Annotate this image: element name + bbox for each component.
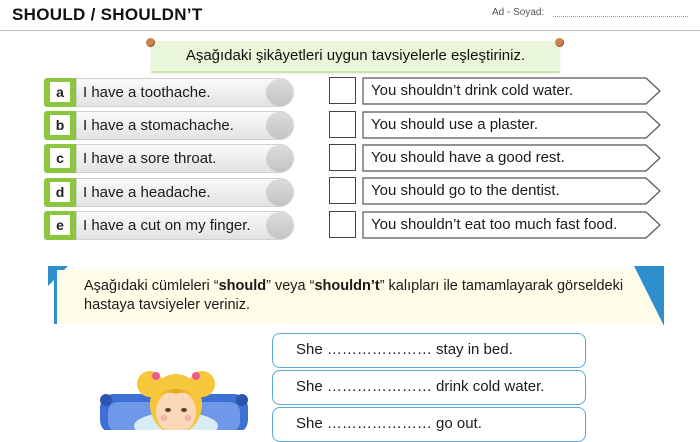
complaint-letter: b (50, 115, 70, 135)
keyword-shouldnt: shouldn’t (314, 278, 380, 294)
sick-girl-illustration (96, 360, 256, 430)
hair-tie (152, 372, 160, 380)
eye (181, 408, 187, 412)
complaint-letter: c (50, 148, 70, 168)
completion-instruction-text (84, 277, 636, 315)
cheek (161, 415, 168, 422)
complaint-text: I have a cut on my finger. (76, 211, 294, 240)
complaint-knob (266, 112, 293, 139)
matching-instruction-text: Aşağıdaki şikâyetleri uygun tavsiyelerle eşleştiriniz. (185, 47, 526, 64)
complaint-item-d (44, 178, 294, 207)
instruction-part: ” kalıpları ile tamamlayarak görseldeki hastaya tavsiyeler veriniz. (84, 278, 624, 313)
pin-icon (146, 38, 155, 47)
cheek (185, 415, 192, 422)
hair-tie (192, 372, 200, 380)
bed-knob (100, 394, 112, 406)
instruction-part: ” veya “ (266, 278, 315, 294)
complaint-text: I have a toothache. (76, 78, 294, 107)
advice-item-1 (329, 77, 669, 105)
complaint-item-c (44, 144, 294, 173)
complaint-letter: e (50, 215, 70, 235)
complaint-knob (266, 79, 293, 106)
complaint-item-a (44, 78, 294, 107)
sentence-box-1[interactable]: She ………………… stay in bed. (272, 333, 586, 368)
name-field[interactable] (553, 16, 688, 17)
answer-box[interactable] (329, 177, 356, 204)
advice-text: You should go to the dentist. (371, 182, 560, 199)
answer-box[interactable] (329, 144, 356, 171)
advice-text: You should use a plaster. (371, 116, 539, 133)
name-label: Ad - Soyad: (492, 7, 545, 18)
complaint-letter: d (50, 182, 70, 202)
complaint-letter: a (50, 82, 70, 102)
bed-knob (236, 394, 248, 406)
advice-item-2 (329, 111, 669, 139)
advice-item-5 (329, 211, 669, 239)
advice-text: You shouldn’t drink cold water. (371, 82, 574, 99)
complaint-knob (266, 212, 293, 239)
sentence-box-3[interactable]: She ………………… go out. (272, 407, 586, 442)
keyword-should: should (218, 278, 267, 294)
answer-box[interactable] (329, 111, 356, 138)
matching-instruction-note (151, 41, 560, 73)
sentence-box-2[interactable]: She ………………… drink cold water. (272, 370, 586, 405)
advice-item-3 (329, 144, 669, 172)
complaint-knob (266, 145, 293, 172)
complaint-item-e (44, 211, 294, 240)
answer-box[interactable] (329, 77, 356, 104)
complaint-text: I have a headache. (76, 178, 294, 207)
complaint-text: I have a stomachache. (76, 111, 294, 140)
complaint-text: I have a sore throat. (76, 144, 294, 173)
pin-icon (555, 38, 564, 47)
advice-text: You shouldn’t eat too much fast food. (371, 216, 618, 233)
eye (165, 408, 171, 412)
complaint-item-b (44, 111, 294, 140)
answer-box[interactable] (329, 211, 356, 238)
advice-text: You should have a good rest. (371, 149, 565, 166)
advice-item-4 (329, 177, 669, 205)
complaint-knob (266, 179, 293, 206)
instruction-part: Aşağıdaki cümleleri “ (84, 278, 219, 294)
header-divider (0, 30, 700, 31)
worksheet-title: SHOULD / SHOULDN’T (12, 5, 203, 24)
band-corner (634, 266, 664, 326)
